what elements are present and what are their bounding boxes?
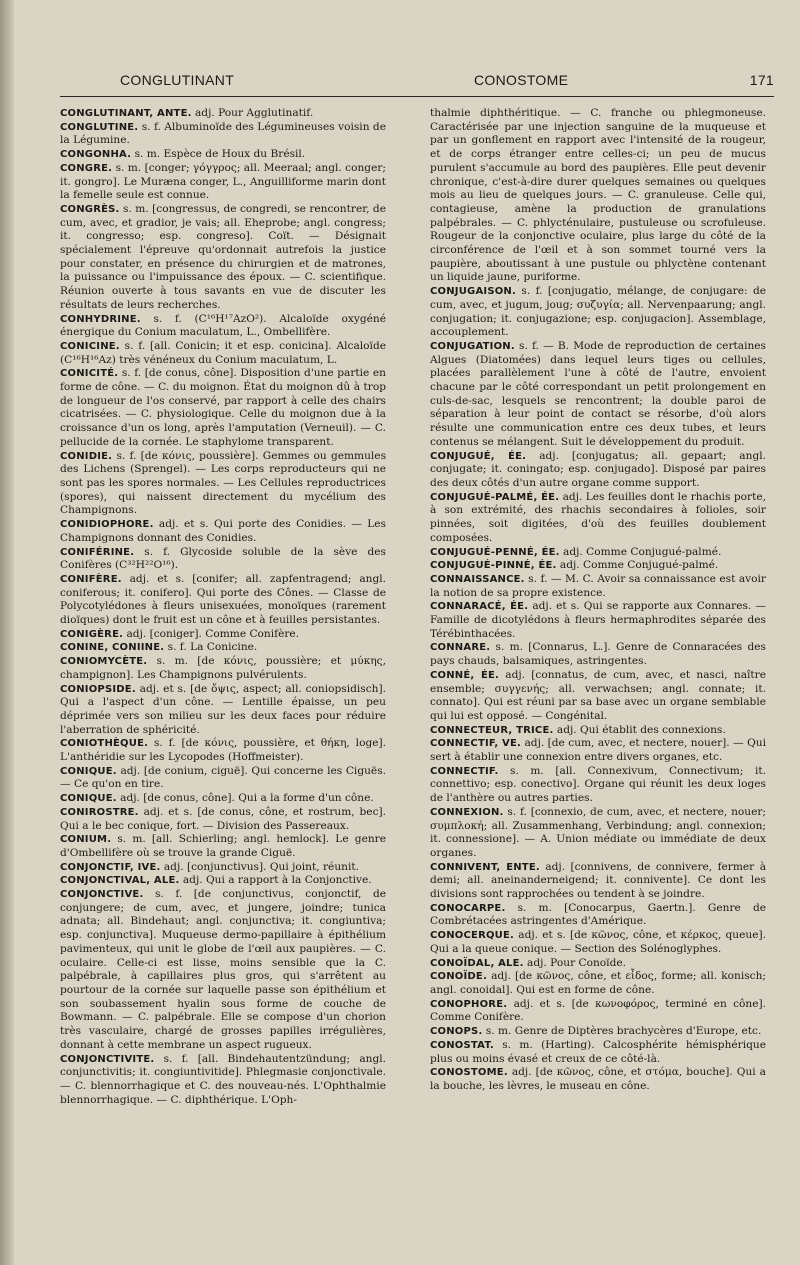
entry-headword: CONIROSTRE. [60, 806, 139, 818]
dictionary-entry [430, 970, 766, 997]
entry-headword: CONOÏDAL, ALE. [430, 957, 524, 969]
entry-definition: s. f. Glycoside soluble de la sève des Conifères (C³²H²²O¹⁶). [60, 545, 386, 572]
entry-definition: adj. [de conium, ciguë]. Qui concerne les Ciguës. — Ce qu'on en tire. [60, 764, 386, 791]
entry-headword: CONIFÈRE. [60, 573, 122, 585]
dictionary-entry [430, 573, 766, 600]
dictionary-entry [60, 888, 386, 1052]
dictionary-entry [430, 450, 766, 491]
entry-headword: CONNARE. [430, 642, 491, 654]
entry-headword: CONOCERQUE. [430, 930, 515, 942]
dictionary-entry [430, 107, 766, 285]
dictionary-entry [60, 792, 386, 806]
page-number: 171 [749, 72, 774, 88]
entry-definition: s. f. [de κόνις, poussière]. Gemmes ou gemmules des Lichens (Sprengel). — Les corps reproducteurs qui ne sont pas les spores normales. — Les Cellules reproductrices (spores), qui naissent directement du mycélium des Champignons. [60, 449, 387, 517]
entry-headword: CONOCARPE. [430, 902, 506, 914]
entry-definition: s. f. [all. Bindehautentzündung; angl. conjunctivitis; it. congiuntivitide]. Phlegmasie conjonctivale. — C. blennorrhagique et C. des nouveau-nés. L'Ophthalmie blennorrhagique. — C. diphthérique. L'Oph- [60, 1052, 386, 1106]
dictionary-entry [60, 628, 386, 642]
entry-definition: adj. [connivens, de connivere, fermer à demi; all. aneinanderneigend; it. connivente]. Ce dont les divisions sont rapprochées ou tendent à se joindre. [430, 860, 767, 901]
dictionary-entry [60, 121, 386, 148]
dictionary-entry [60, 641, 386, 655]
entry-headword: CONIDIOPHORE. [60, 519, 154, 531]
dictionary-entry [60, 683, 386, 738]
entry-headword: CONICINE. [60, 340, 120, 352]
dictionary-entry [60, 546, 386, 573]
dictionary-entry [60, 655, 386, 682]
dictionary-entry [60, 203, 386, 313]
dictionary-entry [60, 1053, 386, 1108]
entry-definition: adj. et s. [de κωνοφόρος, terminé en cône]. Comme Conifère. [430, 997, 766, 1024]
dictionary-entry [430, 340, 766, 450]
dictionary-entry [60, 313, 386, 340]
entry-headword: CONIFÉRINE. [60, 546, 135, 558]
page-gutter [0, 0, 14, 1265]
entry-definition: adj. [de κῶνος, cône, et εἶδος, forme; all. konisch; angl. conoidal]. Qui est en forme de cône. [430, 970, 766, 996]
entry-definition: s. m. [Conocarpus, Gaertn.]. Genre de Combrétacées astringentes d'Amérique. [430, 901, 767, 928]
entry-definition: s. m. [Connarus, L.]. Genre de Connaracées des pays chauds, balsamiques, astringentes. [430, 641, 766, 668]
dictionary-entry [430, 600, 766, 641]
entry-definition: s. f. (C¹⁶H¹⁷AzO²). Alcaloïde oxygéné énergique du Conium maculatum, L., Ombellifère. [60, 312, 386, 339]
entry-definition: s. m. (Harting). Calcosphérite hémisphérique plus ou moins évasé et creux de ce côté-là. [430, 1038, 766, 1065]
entry-definition: adj. [de cum, avec, et nectere, nouer]. — Qui sert à établir une connexion entre divers organes, etc. [430, 737, 766, 764]
entry-headword: CONOPS. [430, 1026, 483, 1038]
running-header [60, 72, 774, 94]
entry-definition: adj. [coniger]. Comme Conifère. [126, 627, 300, 640]
entry-definition: adj. Qui établit des connexions. [556, 723, 726, 736]
entry-definition: adj. et s. [de conus, cône, et rostrum, bec]. Qui a le bec conique, fort. — Division des Passereaux. [60, 805, 386, 832]
dictionary-entry [60, 340, 386, 367]
entry-definition: thalmie diphthéritique. — C. franche ou phlegmoneuse. Caractérisée par une injection sanguine de la muqueuse et par un gonflement en rapport avec l'intensité de la rougeur, et de corps étranger entre celles-ci; un peu de mucus purulent s'accumule au bord des paupières. Elle peut devenir chronique, c'est-à-dire durer quelques semaines ou quelques mois au lieu de quelques jours. — C. granuleuse. Celle qui, contagieuse, amène la production de granulations palpébrales. — C. phlycténulaire, pustuleuse ou scrofuleuse. Rougeur de la conjonctive oculaire, plus large du côté de la circonférence de l'œil et à son sommet tourné vers la paupière, aboutissant à une pustule ou phlyctène contenant un liquide jaune, puriforme. [430, 107, 766, 284]
entry-headword: CONNÉ, ÉE. [430, 669, 500, 681]
entry-headword: CONIOMYCÈTE. [60, 656, 148, 668]
dictionary-entry [60, 518, 386, 545]
dictionary-entry [60, 737, 386, 764]
dictionary-entry [430, 1025, 766, 1039]
entry-definition: adj. [conjunctivus]. Qui joint, réunit. [163, 860, 359, 873]
dictionary-entry [430, 998, 766, 1025]
dictionary-entry [430, 641, 766, 668]
entry-headword: CONIDIE. [60, 450, 113, 462]
entry-definition: s. m. [all. Connexivum, Connectivum; it. connettivo; esp. conectivo]. Organe qui réunit les deux loges de l'anthère ou autres parties. [430, 764, 766, 805]
entry-definition: adj. [connatus, de cum, avec, et nasci, naître ensemble; συγγενής; all. verwachsen; angl. connate; it. connato]. Qui est réuni par sa base avec un organe semblable qui lui est opposé. — Congénital. [430, 668, 766, 722]
entry-definition: s. f. [de conjunctivus, conjonctif, de conjungere; de cum, avec, et jungere, joindre; tunica adnata; all. Bindehaut; angl. conjunctiva; it. congiuntiva; esp. conjunctiva]. Muqueuse dermo-papillaire à épithélium pavimenteux, qui unit le globe de l'œil aux paupières. — C. oculaire. Celle-ci est lisse, moins sensible que la C. palpébrale, à capillaires plus gros, qui s'arrêtent au pourtour de la cornée sur laquelle passe son épithélium et son soubassement hyalin sous forme de couche de Bowmann. — C. palpébrale. Elle se compose d'un chorion très vasculaire, chargé de grosses papilles irrégulières, donnant à cette membrane un aspect rugueux. [60, 888, 386, 1051]
header-rule [60, 96, 774, 97]
entry-definition: adj. et s. [conifer; all. zapfentragend; angl. coniferous; it. conifero]. Qui porte des Cônes. — Classe de Polycotylédones à fleurs unisexuées, monoïques (rarement dioïques) dont le fruit est un cône et à feuilles persistantes. [60, 572, 386, 627]
entry-headword: CONNECTEUR, TRICE. [430, 724, 554, 736]
entry-headword: CONOPHORE. [430, 998, 508, 1010]
dictionary-entry [430, 957, 766, 971]
entry-definition: adj. Pour Agglutinatif. [194, 107, 314, 119]
entry-headword: CONOSTOME. [430, 1067, 508, 1079]
entry-definition: adj. Les feuilles dont le rhachis porte, à son extrémité, des rhachis secondaires à folioles, soir pinnées, soit digitées, d'où des feuilles doublement composées. [430, 490, 766, 544]
dictionary-entry [430, 902, 766, 929]
entry-definition: adj. Comme Conjugué-palmé. [563, 545, 722, 558]
entry-definition: s. m. [all. Schierling; angl. hemlock]. Le genre d'Ombellifère où se trouve la grande Ciguë. [60, 833, 386, 859]
dictionary-entry [60, 874, 386, 888]
entry-headword: CONGRÈS. [60, 203, 120, 215]
dictionary-entry [60, 450, 386, 519]
entry-definition: adj. et s. Qui porte des Conidies. — Les Champignons donnant des Conidies. [60, 518, 386, 544]
entry-headword: CONOSTAT. [430, 1039, 494, 1051]
entry-definition: s. f. [de conus, cône]. Disposition d'une partie en forme de cône. — C. du moignon. État du moignon dû à trop de longueur de l'os conservé, par rapport à celle des chairs cicatrisées. — C. physiologique. Celle du moignon due à la croissance d'un os long, après l'amputation (Verneuil). — C. pellucide de la cornée. Le staphylome transparent. [60, 367, 386, 448]
entry-headword: CONNEXION. [430, 806, 504, 818]
entry-definition: adj. [conjugatus; all. gepaart; angl. conjugate; it. coningato; esp. conjugado]. Disposé par paires des deux côtés d'un autre organe comme support. [430, 449, 766, 489]
entry-headword: CONNAISSANCE. [430, 573, 525, 585]
right-column [430, 107, 766, 1094]
entry-definition: adj. [de conus, cône]. Qui a la forme d'un cône. [120, 792, 374, 805]
header-right-word: CONOSTOME [474, 72, 569, 88]
entry-headword: CONIOPSIDE. [60, 683, 136, 695]
dictionary-entry [430, 1066, 766, 1093]
entry-headword: CONNECTIF. [430, 765, 499, 777]
entry-headword: CONJUGUÉ, ÉE. [430, 450, 527, 462]
entry-definition: s. f. La Conicine. [167, 641, 258, 654]
entry-definition: s. m. [de κόνις, poussière; et μύκης, champignon]. Les Champignons pulvérulents. [60, 655, 386, 681]
entry-headword: CONJUGAISON. [430, 286, 516, 298]
dictionary-entry [430, 285, 766, 340]
dictionary-entry [60, 573, 386, 628]
entry-headword: CONGONHA. [60, 149, 132, 161]
entry-headword: CONIOTHÈQUE. [60, 738, 149, 750]
dictionary-entry [60, 367, 386, 449]
dictionary-entry [430, 929, 766, 956]
entry-headword: CONJONCTIVAL, ALE. [60, 875, 180, 887]
entry-definition: s. f. — B. Mode de reproduction de certaines Algues (Diatomées) dans lequel leurs tiges ou cellules, placées parallèlement l'une à côté de l'autre, envoient chacune par le côté correspondant un petit prolongement en culs-de-sac, lesquels se rencontrent; la double paroi de séparation à leur point de contact se résorbe, d'où alors résulte une communication entre ces deux tubes, et leurs contenus se mélangent. Suit le développement du produit. [430, 339, 766, 448]
entry-definition: s. m. [conger; γόγγρος; all. Meeraal; angl. conger; it. gongro]. Le Muræna conger, L., Anguilliforme marin dont la femelle seule est connue. [60, 161, 386, 202]
dictionary-entry [60, 162, 386, 203]
entry-headword: CONHYDRINE. [60, 313, 141, 325]
entry-definition: s. m. [congressus, de congredi, se rencontrer, de cum, avec, et gradior, je vais; all. Eheprobe; angl. congress; it. congresso; esp. congreso]. Coït. — Désignait spécialement l'épreuve qu'ordonnait autrefois la justice pour constater, en présence du chirurgien et de matrones, la puissance ou l'impuissance des époux. — C. scientifique. Réunion ouverte à tous savants en vue de discuter les résultats de leurs recherches. [60, 202, 386, 311]
entry-definition: adj. et s. [de κῶνος, cône, et κέρκος, queue]. Qui a la queue conique. — Section des Solénoglyphes. [430, 929, 766, 955]
header-left-word: CONGLUTINANT [120, 72, 235, 88]
entry-headword: CONGLUTINANT, ANTE. [60, 108, 192, 119]
entry-definition: s. f. — M. C. Avoir sa connaissance est avoir la notion de sa propre existence. [430, 572, 766, 599]
entry-definition: s. f. Albuminoïde des Légumineuses voisin de la Légumine. [60, 120, 386, 147]
entry-headword: CONINE, CONIINE. [60, 642, 165, 654]
entry-headword: CONJUGUÉ-PENNÉ, ÉE. [430, 546, 560, 558]
dictionary-entry [430, 765, 766, 806]
entry-headword: CONJONCTIVE. [60, 889, 144, 901]
dictionary-entry [430, 559, 766, 573]
dictionary-entry [60, 148, 386, 162]
entry-definition: s. f. [de κόνις, poussière, et θήκη, loge]. L'anthéridie sur les Lycopodes (Hoffmeister). [60, 737, 386, 764]
dictionary-entry [430, 724, 766, 738]
entry-headword: CONICITÉ. [60, 368, 119, 380]
dictionary-entry [60, 833, 386, 860]
dictionary-entry [430, 546, 766, 560]
dictionary-entry [430, 491, 766, 546]
entry-headword: CONJONCTIVITE. [60, 1053, 155, 1065]
entry-headword: CONOÏDE. [430, 971, 487, 983]
entry-definition: adj. Qui a rapport à la Conjonctive. [182, 874, 372, 887]
entry-definition: s. f. [connexio, de cum, avec, et nectere, nouer; συμπλοκή; all. Zusammenhang, Verbindung; angl. connexion; it. connessione]. — A. Union médiate ou immédiate de deux organes. [430, 805, 766, 859]
entry-definition: adj. [de κῶνος, cône, et στόμα, bouche]. Qui a la bouche, les lèvres, le museau en cône. [430, 1066, 766, 1092]
dictionary-entry [430, 1039, 766, 1066]
entry-headword: CONIGÈRE. [60, 628, 124, 640]
dictionary-entry [430, 669, 766, 724]
entry-headword: CONGRE. [60, 162, 113, 174]
left-column [60, 107, 386, 1107]
entry-headword: CONIUM. [60, 834, 112, 846]
entry-headword: CONJUGUÉ-PINNÉ, ÉE. [430, 560, 557, 572]
entry-definition: s. m. Genre de Diptères brachycères d'Europe, etc. [485, 1025, 762, 1038]
entry-headword: CONJUGUÉ-PALMÉ, ÉE. [430, 491, 560, 503]
entry-definition: adj. et s. Qui se rapporte aux Connares. — Famille de dicotylédons à fleurs hermaphrodites séparée des Térébinthacées. [430, 600, 766, 640]
entry-definition: s. f. [all. Conicin; it et esp. conicina]. Alcaloïde (C¹⁶H¹⁶Az) très vénéneux du Conium maculatum, L. [60, 339, 386, 366]
entry-headword: CONGLUTINE. [60, 121, 139, 133]
entry-headword: CONNARACÉ, ÉE. [430, 601, 529, 613]
dictionary-entry [60, 806, 386, 833]
dictionary-entry [430, 861, 766, 902]
dictionary-entry [430, 737, 766, 764]
dictionary-entry [60, 107, 386, 121]
entry-definition: adj. et s. [de ὄψις, aspect; all. coniopsidisch]. Qui a l'aspect d'un cône. — Lentille épaisse, un peu déprimée vers son milieu sur les deux faces pour réduire l'aberration de sphéricité. [60, 682, 386, 736]
entry-headword: CONJUGATION. [430, 340, 515, 352]
entry-headword: CONJONCTIF, IVE. [60, 861, 161, 873]
entry-headword: CONIQUE. [60, 793, 117, 805]
dictionary-entry [60, 861, 386, 875]
entry-definition: adj. Comme Conjugué-palmé. [559, 559, 719, 572]
entry-definition: adj. Pour Conoïde. [527, 956, 626, 969]
dictionary-entry [430, 806, 766, 861]
entry-definition: s. m. Espèce de Houx du Brésil. [134, 148, 306, 161]
entry-headword: CONNIVENT, ENTE. [430, 861, 540, 873]
entry-headword: CONIQUE. [60, 765, 117, 777]
entry-definition: s. f. [conjugatio, mélange, de conjugare: de cum, avec, et jugum, joug; συζυγία; all. Nervenpaarung; angl. conjugation; it. conjugazione; esp. conjugacion]. Assemblage, accouplement. [430, 285, 766, 339]
dictionary-entry [60, 765, 386, 792]
entry-headword: CONNECTIF, VE. [430, 738, 522, 750]
